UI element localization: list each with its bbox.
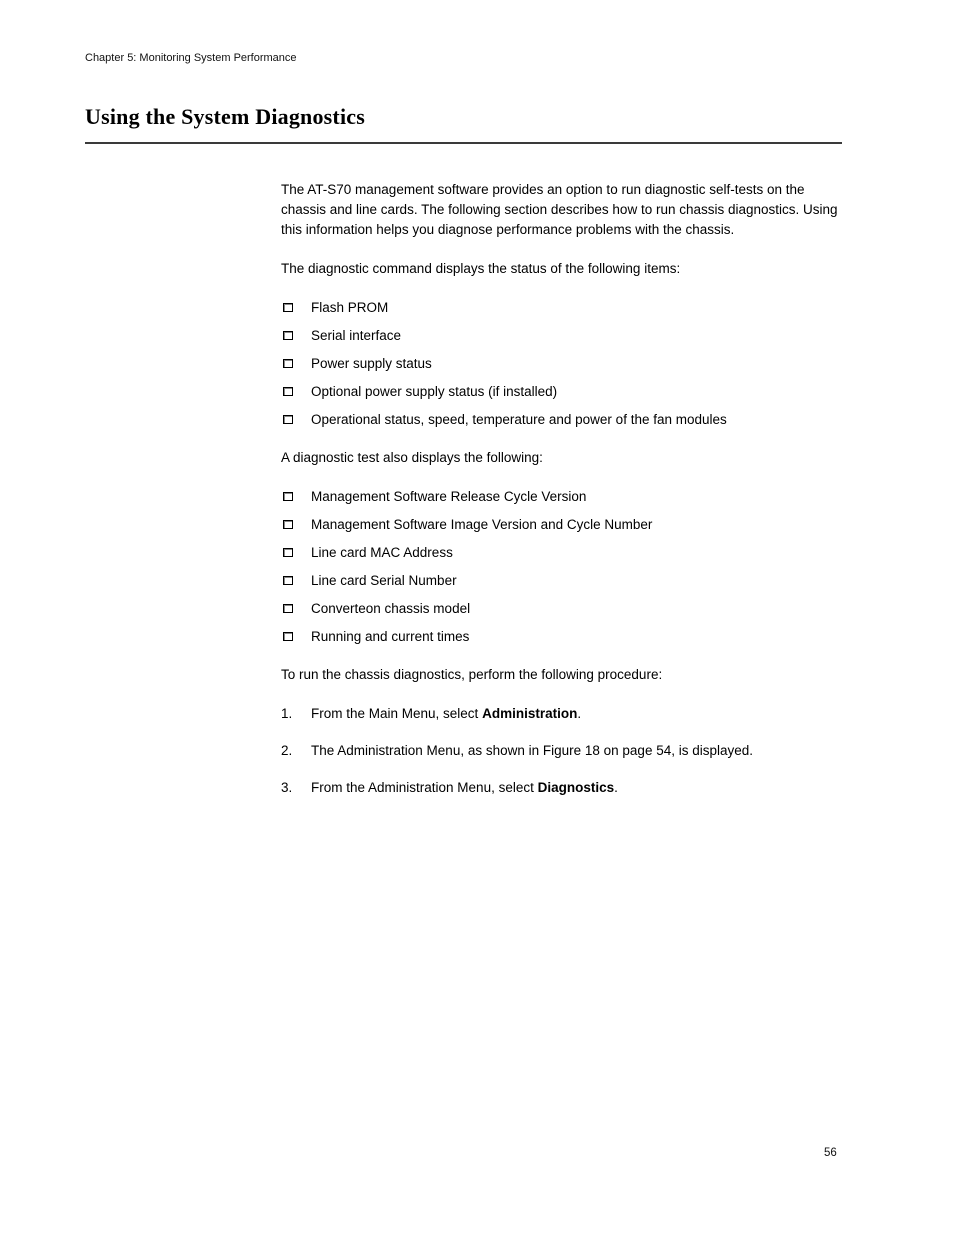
list-item	[281, 543, 846, 563]
square-bullet-icon	[283, 331, 293, 340]
list-item	[281, 382, 846, 402]
status-items-list	[281, 298, 846, 430]
list-item-text: Optional power supply status (if installed)	[311, 384, 558, 399]
diagnostic-info-list	[281, 487, 846, 647]
procedure-step	[281, 741, 846, 761]
list-item	[281, 515, 846, 535]
section-title-block	[85, 104, 842, 144]
paragraph-intro: The AT-S70 management software provides an option to run diagnostic self-tests on the chassis and line cards. The following section describes how to run chassis diagnostics. Using this information helps you diagnose performance problems with the chassis.	[281, 182, 838, 237]
list-item	[281, 487, 846, 507]
step-text-pre: From the Main Menu, select	[311, 706, 483, 721]
square-bullet-icon	[283, 303, 293, 312]
step-text-pre: From the Administration Menu, select	[311, 780, 538, 795]
square-bullet-icon	[283, 492, 293, 501]
square-bullet-icon	[283, 604, 293, 613]
step-number: 2.	[281, 743, 293, 758]
section-title: Using the System Diagnostics	[85, 104, 365, 129]
chapter-header: Chapter 5: Monitoring System Performance	[85, 52, 297, 64]
list-item	[281, 599, 846, 619]
list-item-text: Flash PROM	[311, 300, 389, 315]
square-bullet-icon	[283, 415, 293, 424]
step-text-pre: The Administration Menu, as shown in Figure 18 on page 54, is displayed.	[311, 743, 754, 758]
list-item-text: Management Software Image Version and Cycle Number	[311, 517, 653, 532]
procedure-step	[281, 778, 846, 798]
step-text-bold: Administration	[482, 706, 578, 721]
list-item	[281, 571, 846, 591]
list-item-text: Operational status, speed, temperature and power of the fan modules	[311, 412, 727, 427]
list-item-text: Management Software Release Cycle Version	[311, 489, 587, 504]
step-text	[311, 741, 846, 761]
square-bullet-icon	[283, 576, 293, 585]
procedure-steps	[281, 704, 846, 798]
procedure-step	[281, 704, 846, 724]
step-number: 1.	[281, 706, 293, 721]
square-bullet-icon	[283, 359, 293, 368]
list-item	[281, 627, 846, 647]
list-item-text: Power supply status	[311, 356, 432, 371]
list-item	[281, 354, 846, 374]
step-number: 3.	[281, 780, 293, 795]
list-item-text: Line card Serial Number	[311, 573, 457, 588]
list-item-text: Converteon chassis model	[311, 601, 471, 616]
list-item-text: Serial interface	[311, 328, 402, 343]
square-bullet-icon	[283, 520, 293, 529]
step-text-bold: Diagnostics	[537, 780, 615, 795]
square-bullet-icon	[283, 387, 293, 396]
square-bullet-icon	[283, 548, 293, 557]
body-content	[281, 180, 846, 815]
step-text-post: .	[577, 706, 582, 721]
list-item-text: Running and current times	[311, 629, 470, 644]
list-item	[281, 298, 846, 318]
paragraph-diagnostic-command: The diagnostic command displays the status of the following items:	[281, 261, 681, 276]
paragraph-procedure-intro: To run the chassis diagnostics, perform the following procedure:	[281, 667, 663, 682]
list-item	[281, 410, 846, 430]
page-number: 56	[824, 1147, 837, 1159]
list-item	[281, 326, 846, 346]
step-text	[311, 778, 846, 798]
square-bullet-icon	[283, 632, 293, 641]
paragraph-diagnostic-test: A diagnostic test also displays the following:	[281, 450, 543, 465]
step-text	[311, 704, 846, 724]
step-text-post: .	[614, 780, 618, 795]
list-item-text: Line card MAC Address	[311, 545, 453, 560]
